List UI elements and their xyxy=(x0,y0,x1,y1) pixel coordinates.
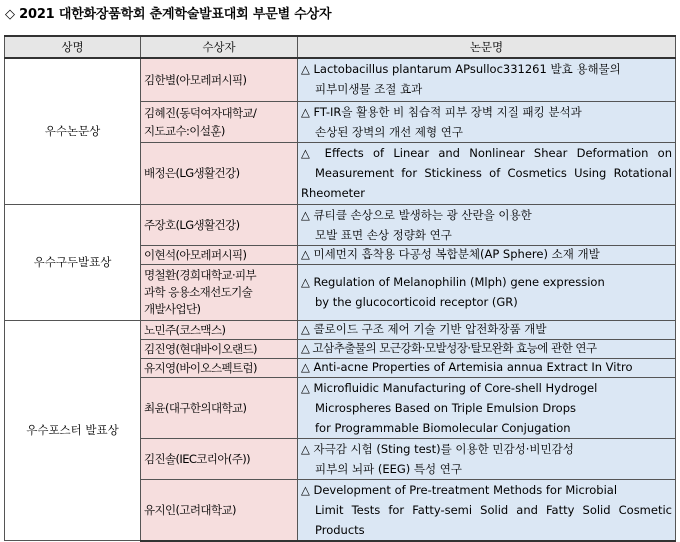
paper-cell xyxy=(298,377,676,438)
winner-cell xyxy=(141,245,298,264)
winner-line: 최윤(대구한의대학교) xyxy=(144,400,247,415)
paper-line: △ 미세먼지 흡착용 다공성 복합분체(AP Sphere) 소재 개발 xyxy=(301,246,600,261)
paper-line: △ 고삼추출물의 모근강화·모발성장·탈모완화 효능에 관한 연구 xyxy=(301,340,597,355)
winner-cell xyxy=(141,320,298,339)
table-row xyxy=(5,58,676,101)
award-name: 우수구두발표상 xyxy=(5,204,141,320)
winner-line: 유지영(바이오스펙트럼) xyxy=(144,360,257,375)
winner-cell xyxy=(141,438,298,479)
winner-cell xyxy=(141,358,298,377)
paper-line: △ Effects of Linear and Nonlinear Shear Deformation on xyxy=(301,145,672,160)
paper-line: △ FT-IR을 활용한 비 침습적 피부 장벽 지질 패킹 분석과 xyxy=(301,104,582,119)
award-name: 우수포스터 발표상 xyxy=(5,320,141,541)
paper-cell xyxy=(298,101,676,142)
winner-line: 개발사업단) xyxy=(144,301,201,316)
paper-cell xyxy=(298,438,676,479)
paper-line: △ Regulation of Melanophilin (Mlph) gene expression xyxy=(301,275,605,289)
paper-line: △ Development of Pre-treatment Methods for Microbial xyxy=(301,482,618,497)
winner-line: 김진솔(IEC코리아(주)) xyxy=(144,451,250,466)
paper-line: for Programmable Biomolecular Conjugation xyxy=(315,420,571,435)
table-row xyxy=(5,204,676,245)
paper-line: △ 자극감 시험 (Sting test)를 이용한 민감성·비민감성 xyxy=(301,441,574,456)
paper-line: 손상된 장벽의 개선 제형 연구 xyxy=(315,124,463,139)
paper-cell xyxy=(298,142,676,204)
winner-line: 명철환(경희대학교·피부 xyxy=(144,267,257,282)
paper-cell xyxy=(298,264,676,320)
paper-line: 모발 표면 손상 정량화 연구 xyxy=(315,227,452,242)
award-table xyxy=(4,35,676,542)
header-winner: 수상자 xyxy=(141,36,298,58)
paper-cell xyxy=(298,204,676,245)
winner-cell xyxy=(141,377,298,438)
paper-line: △ Lactobacillus plantarum APsulloc331261 발효 용해물의 xyxy=(301,62,621,76)
paper-line: 피부미생물 조절 효과 xyxy=(315,82,423,96)
paper-line: Rheometer xyxy=(301,185,365,200)
paper-cell xyxy=(298,479,676,541)
winner-line: 지도교수:이설훈) xyxy=(144,123,225,138)
paper-line: 피부의 뇌파 (EEG) 특성 연구 xyxy=(315,461,463,476)
winner-line: 김혜진(동덕여자대학교/ xyxy=(144,105,257,120)
paper-line: Measurement for Stickiness of Cosmetics Using Rotational xyxy=(315,165,672,180)
paper-line: △ 큐티클 손상으로 발생하는 광 산란을 이용한 xyxy=(301,207,532,222)
paper-line: △ Microfluidic Manufacturing of Core-shell Hydrogel xyxy=(301,380,598,395)
paper-cell xyxy=(298,339,676,358)
winner-line: 이현석(아모레퍼시픽) xyxy=(144,247,247,262)
award-name: 우수논문상 xyxy=(5,58,141,204)
paper-line: Products xyxy=(315,522,365,537)
winner-line: 유지인(고려대학교) xyxy=(144,502,236,517)
winner-line: 배정은(LG생활건강) xyxy=(144,166,240,180)
winner-line: 노민주(코스맥스) xyxy=(144,322,226,337)
winner-cell xyxy=(141,101,298,142)
winner-cell xyxy=(141,339,298,358)
winner-line: 김한별(아모레퍼시픽) xyxy=(144,72,247,87)
paper-line: △ Anti-acne Properties of Artemisia annua Extract In Vitro xyxy=(301,359,633,374)
header-paper: 논문명 xyxy=(298,36,676,58)
table-row xyxy=(5,320,676,339)
paper-line: Limit Tests for Fatty-semi Solid and Fatty Solid Cosmetic xyxy=(315,502,672,517)
winner-line: 주장호(LG생활건강) xyxy=(144,217,240,232)
paper-cell xyxy=(298,358,676,377)
paper-line: by the glucocorticoid receptor (GR) xyxy=(315,295,518,309)
winner-line: 김진영(현대바이오랜드) xyxy=(144,341,257,356)
paper-line: △ 콜로이드 구조 제어 기술 기반 압전화장품 개발 xyxy=(301,321,547,336)
winner-line: 과학 응용소재선도기술 xyxy=(144,284,253,299)
header-award: 상명 xyxy=(5,36,141,58)
header-row xyxy=(5,36,676,58)
paper-line: Microspheres Based on Triple Emulsion Drops xyxy=(315,400,577,415)
paper-cell xyxy=(298,58,676,101)
winner-cell xyxy=(141,142,298,204)
paper-cell xyxy=(298,320,676,339)
winner-cell xyxy=(141,264,298,320)
winner-cell xyxy=(141,479,298,541)
page-title: ◇ 2021 대한화장품학회 춘계학술발표대회 부문별 수상자 xyxy=(5,7,332,22)
paper-cell xyxy=(298,245,676,264)
winner-cell xyxy=(141,204,298,245)
winner-cell xyxy=(141,58,298,101)
